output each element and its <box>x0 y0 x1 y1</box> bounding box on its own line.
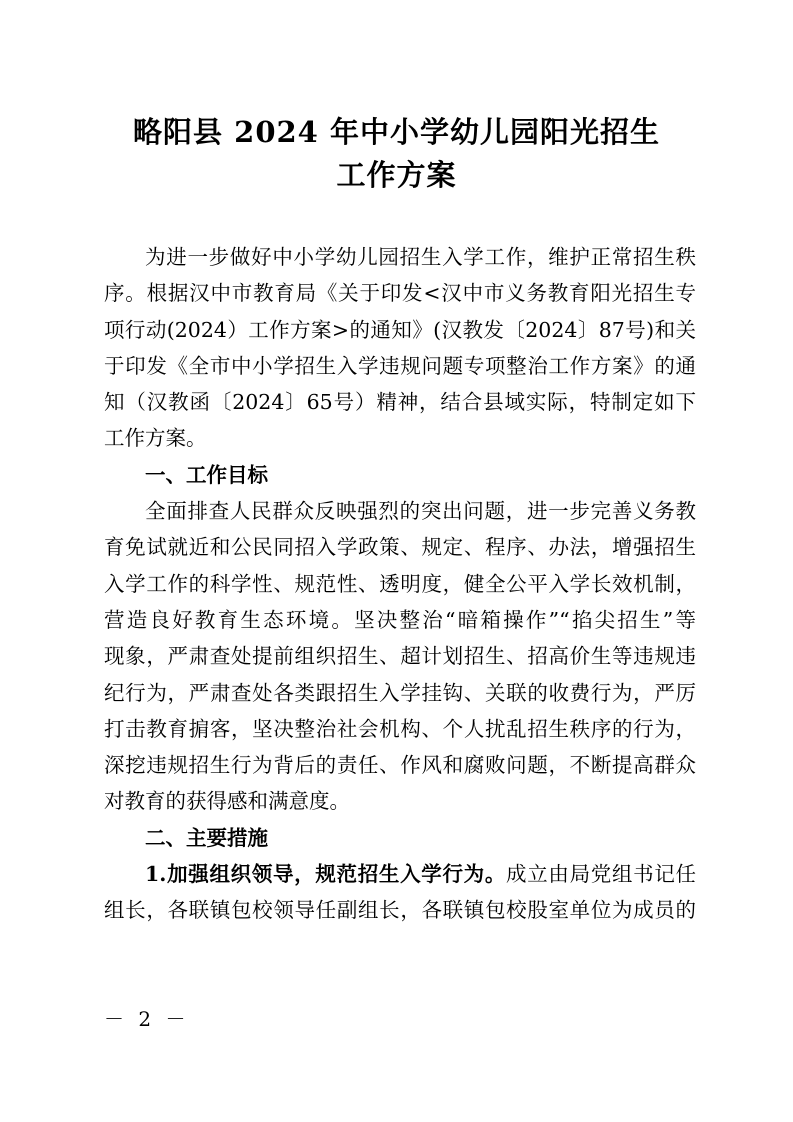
intro-line: 知（汉教函〔2024〕65号）精神，结合县域实际，特制定如下 <box>104 390 696 415</box>
goals-line: 纪行为，严肃查处各类跟招生入学挂钩、关联的收费行为，严厉 <box>104 680 696 705</box>
section-heading-goals: 一、工作目标 <box>145 462 268 487</box>
goals-line: 育免试就近和公民同招入学政策、规定、程序、办法，增强招生 <box>104 535 696 560</box>
goals-line: 全面排查人民群众反映强烈的突出问题，进一步完善义务教 <box>145 499 696 524</box>
measures-line <box>104 856 696 892</box>
intro-line: 为进一步做好中小学幼儿园招生入学工作，维护正常招生秩 <box>145 245 696 269</box>
intro-line: 于印发《全市中小学招生入学违规问题专项整治工作方案》的通 <box>104 353 696 378</box>
section-heading-measures: 二、主要措施 <box>145 825 268 850</box>
document-title-line-2: 工作方案 <box>336 158 457 192</box>
document-body <box>104 239 696 929</box>
measure-item-text: 成立由局党组书记任 <box>506 862 696 887</box>
measures-line: 组长，各联镇包校领导任副组长，各联镇包校股室单位为成员的 <box>104 898 696 923</box>
page-number: － 2 － <box>104 1007 190 1031</box>
intro-line: 工作方案。 <box>104 426 207 451</box>
goals-line: 打击教育掮客，坚决整治社会机构、个人扰乱招生秩序的行为， <box>104 716 696 741</box>
intro-line: 序。根据汉中市教育局《关于印发<汉中市义务教育阳光招生专 <box>104 281 696 306</box>
goals-line: 营造良好教育生态环境。坚决整治“暗箱操作”“掐尖招生”等 <box>104 607 696 632</box>
intro-line: 项行动(2024）工作方案>的通知》(汉教发〔2024〕87号)和关 <box>104 317 696 342</box>
measure-item-title: 1.加强组织领导，规范招生入学行为。 <box>145 862 507 887</box>
goals-line: 对教育的获得感和满意度。 <box>104 789 350 814</box>
goals-line: 现象，严肃查处提前组织招生、超计划招生、招高价生等违规违 <box>104 644 696 669</box>
goals-line: 深挖违规招生行为背后的责任、作风和腐败问题，不断提高群众 <box>104 753 696 778</box>
document-title-line-1: 略阳县 2024 年中小学幼儿园阳光招生 <box>133 115 660 149</box>
goals-line: 入学工作的科学性、规范性、透明度，健全公平入学长效机制， <box>104 571 696 596</box>
